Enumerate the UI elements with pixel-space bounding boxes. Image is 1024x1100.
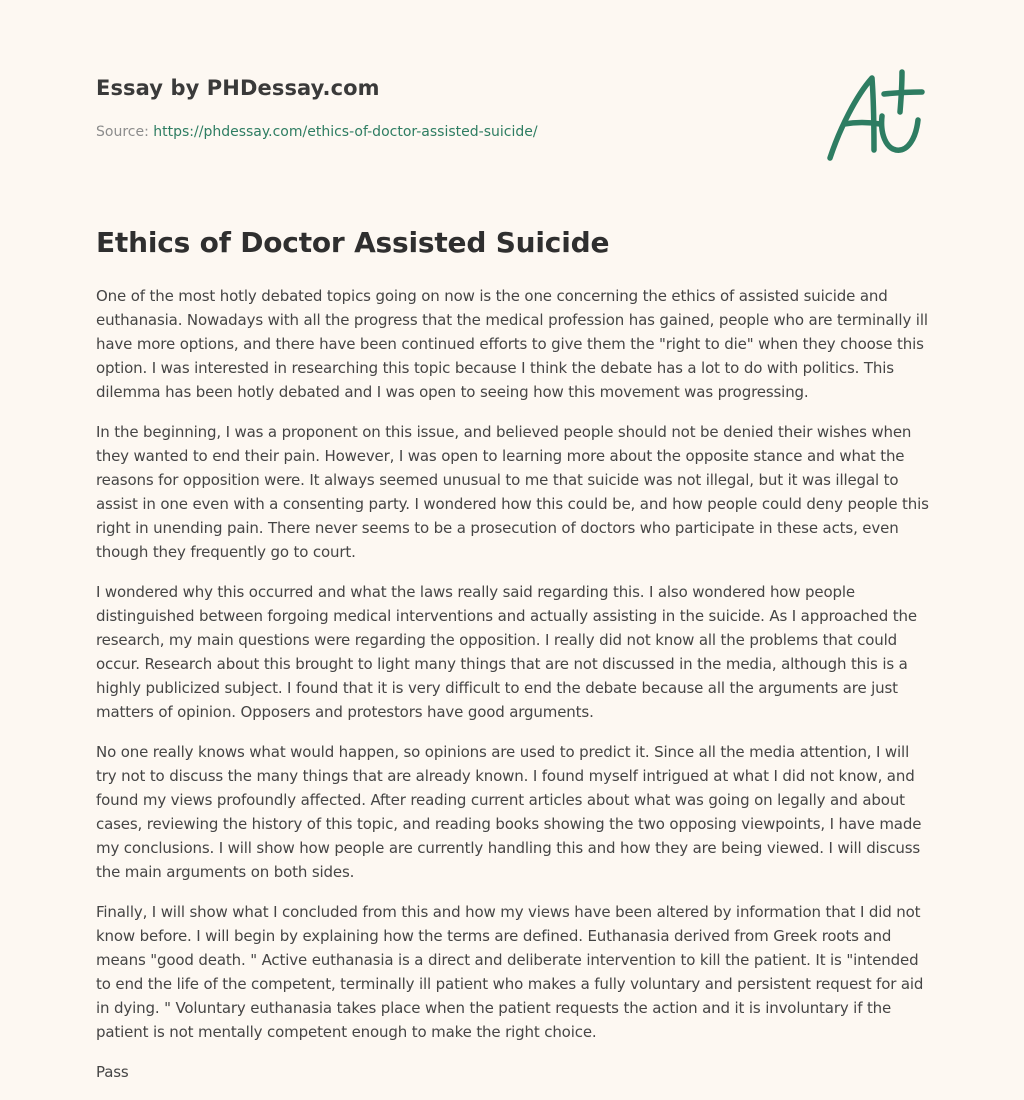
essay-paragraph: One of the most hotly debated topics going on now is the one concerning the ethics of assisted suicide and euthanasia. Nowadays with all the progress that the medical profession has gained, people who are terminally ill have more options, and there have been continued efforts to give them the "right to die" when they choose this option. I was interested in researching this topic because I think the debate has a lot to do with politics. This dilemma has been hotly debated and I was open to seeing how this movement was progressing. (96, 287, 928, 401)
essay-paragraph: No one really knows what would happen, so opinions are used to predict it. Since all the media attention, I will try not to discuss the many things that are already known. I found myself intrigued at what I did not know, and found my views profoundly affected. After reading current articles about what was going on legally and about cases, reviewing the history of this topic, and reading books showing the two opposing viewpoints, I have made my conclusions. I will show how people are currently handling this and how they are being viewed. I will discuss the main arguments on both sides. (96, 743, 922, 881)
essay-paragraph: Finally, I will show what I concluded from this and how my views have been altered by information that I did not know before. I will begin by explaining how the terms are defined. Euthanasia derived from Greek roots and means "good death. " Active euthanasia is a direct and deliberate intervention to kill the patient. It is "intended to end the life of the competent, terminally ill patient who makes a fully voluntary and persistent request for aid in dying. " Voluntary euthanasia takes place when the patient requests the action and it is involuntary if the patient is not mentally competent enough to make the right choice. (96, 903, 924, 1041)
essay-title: Ethics of Doctor Assisted Suicide (96, 226, 610, 259)
essay-truncated-text: Pass (96, 1063, 129, 1081)
essay-paragraph: In the beginning, I was a proponent on this issue, and believed people should not be denied their wishes when they wanted to end their pain. However, I was open to learning more about the opposite stance and what the reasons for opposition were. It always seemed unusual to me that suicide was not illegal, but it was illegal to assist in one even with a consenting party. I wondered how this could be, and how people could deny people this right in unending pain. There never seems to be a prosecution of doctors who participate in these acts, even though they frequently go to court. (96, 423, 929, 561)
a-plus-grade-icon (824, 66, 928, 166)
essay-paragraph: I wondered why this occurred and what the laws really said regarding this. I also wondered how people distinguished between forgoing medical interventions and actually assisting in the suicide. As I approached the research, my main questions were regarding the opposition. I really did not know all the problems that could occur. Research about this brought to light many things that are not discussed in the media, although this is a highly publicized subject. I found that it is very difficult to end the debate because all the arguments are just matters of opinion. Opposers and protestors have good arguments. (96, 583, 917, 721)
source-label: Source: (96, 124, 149, 140)
source-link[interactable]: https://phdessay.com/ethics-of-doctor-assisted-suicide/ (153, 124, 538, 140)
source-line (96, 124, 538, 140)
essay-body (96, 284, 932, 1100)
site-brand[interactable]: Essay by PHDessay.com (96, 76, 380, 100)
